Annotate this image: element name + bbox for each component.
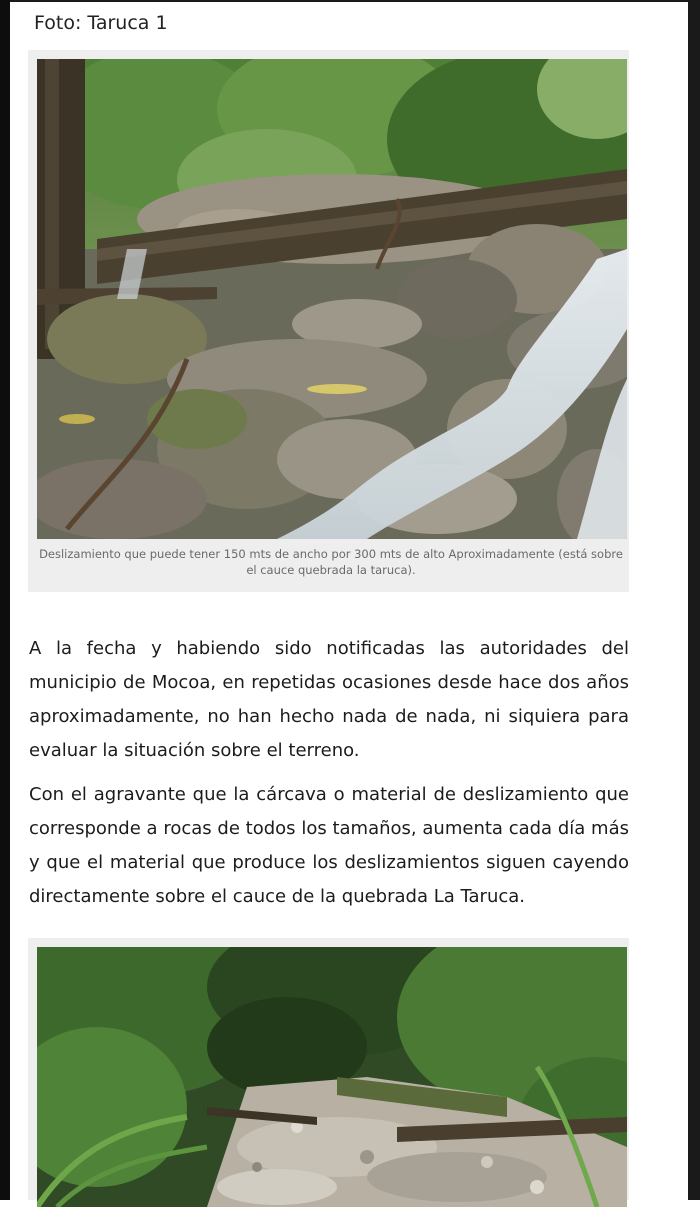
paragraph-2: Con el agravante que la cárcava o material de deslizamiento que corresponde a rocas de todos los tamaños, aumenta cada día más y que el material que produce los deslizamientos siguen cayendo directamente sobre el cauce de la quebrada La Taruca. xyxy=(29,784,629,907)
riverbed-forest-image xyxy=(37,947,627,1207)
figure-1 xyxy=(28,50,629,592)
figure-1-caption: Deslizamiento que puede tener 150 mts de ancho por 300 mts de alto Aproximadamente (está sobre el cauce quebrada la taruca). xyxy=(39,547,623,577)
figure-2 xyxy=(28,938,629,1200)
photo-label: Foto: Taruca 1 xyxy=(34,12,168,34)
photo-landslide-stream[interactable] xyxy=(37,59,627,539)
frame-right xyxy=(688,0,700,1200)
stream-rocks-image xyxy=(37,59,627,539)
article-content xyxy=(10,2,688,1200)
frame-left xyxy=(0,0,10,1200)
paragraph-1: A la fecha y habiendo sido notificadas las autoridades del municipio de Mocoa, en repetidas ocasiones desde hace dos años aproximadamente, no han hecho nada de nada, ni siquiera para evaluar la situación sobre el terreno. xyxy=(29,638,629,761)
photo-dry-riverbed[interactable] xyxy=(37,947,627,1207)
